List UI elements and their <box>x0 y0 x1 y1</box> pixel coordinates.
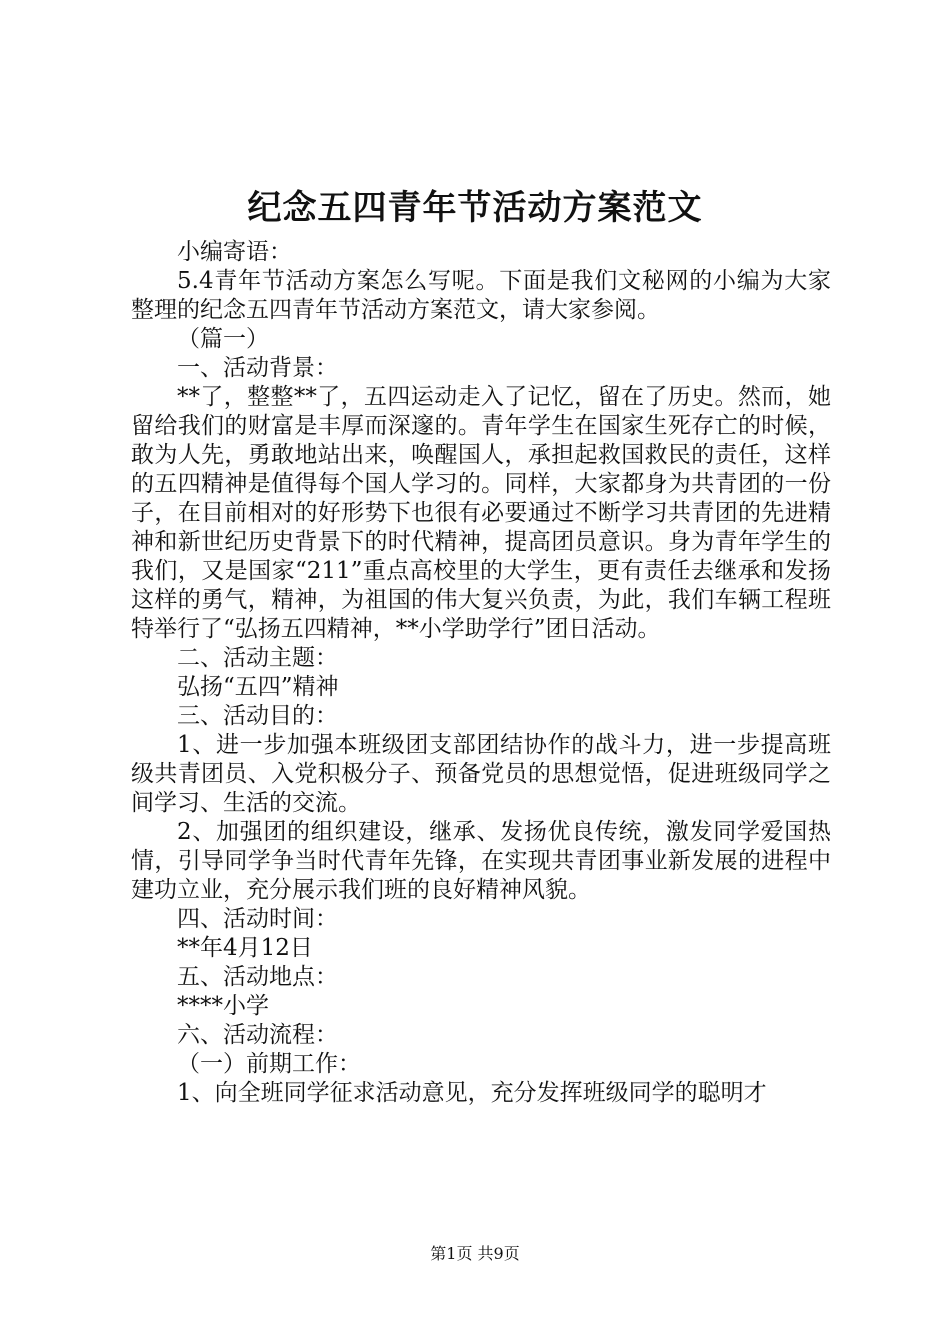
page-footer: 第1页 共9页 <box>430 1244 520 1263</box>
paragraph: **年4月12日 <box>177 935 313 961</box>
paragraph: **了，整整**了，五四运动走入了记忆，留在了历史。然而，她留给我们的财富是丰厚而深邃的。青年学生在国家生死存亡的时候，敢为人先，勇敢地站出来，唤醒国人，承担起救国救民的责任，这样的五四精神是值得每个国人学习的。同样，大家都身为共青团的一份子，在目前相对的好形势下也很有必要通过不断学习共青团的先进精神和新世纪历史背景下的时代精神，提高团员意识。身为青年学生的我们，又是国家“211”重点高校里的大学生，更有责任去继承和发扬这样的勇气，精神，为祖国的伟大复兴负责，为此，我们车辆工程班特举行了“弘扬五四精神，**小学助学行”团日活动。 <box>131 384 831 642</box>
paragraph: （篇一） <box>177 326 269 352</box>
document-body <box>131 238 831 1108</box>
paragraph: 二、活动主题： <box>177 645 338 671</box>
paragraph: 小编寄语： <box>177 239 292 265</box>
paragraph: 六、活动流程： <box>177 1022 338 1048</box>
paragraph: 1、向全班同学征求活动意见，充分发挥班级同学的聪明才 <box>177 1080 767 1106</box>
paragraph: 2、加强团的组织建设，继承、发扬优良传统，激发同学爱国热情，引导同学争当时代青年先锋，在实现共青团事业新发展的进程中建功立业，充分展示我们班的良好精神风貌。 <box>131 819 831 903</box>
paragraph: 1、进一步加强本班级团支部团结协作的战斗力，进一步提高班级共青团员、入党积极分子、预备党员的思想觉悟，促进班级同学之间学习、生活的交流。 <box>131 732 831 816</box>
document-title: 纪念五四青年节活动方案范文 <box>247 188 703 228</box>
paragraph: 5.4青年节活动方案怎么写呢。下面是我们文秘网的小编为大家整理的纪念五四青年节活动方案范文，请大家参阅。 <box>131 268 831 323</box>
paragraph: 弘扬“五四”精神 <box>177 674 339 700</box>
paragraph: 三、活动目的： <box>177 703 338 729</box>
paragraph: ****小学 <box>177 993 269 1019</box>
paragraph: 四、活动时间： <box>177 906 338 932</box>
paragraph: 一、活动背景： <box>177 355 338 381</box>
paragraph: （一）前期工作： <box>177 1051 361 1077</box>
paragraph: 五、活动地点： <box>177 964 338 990</box>
